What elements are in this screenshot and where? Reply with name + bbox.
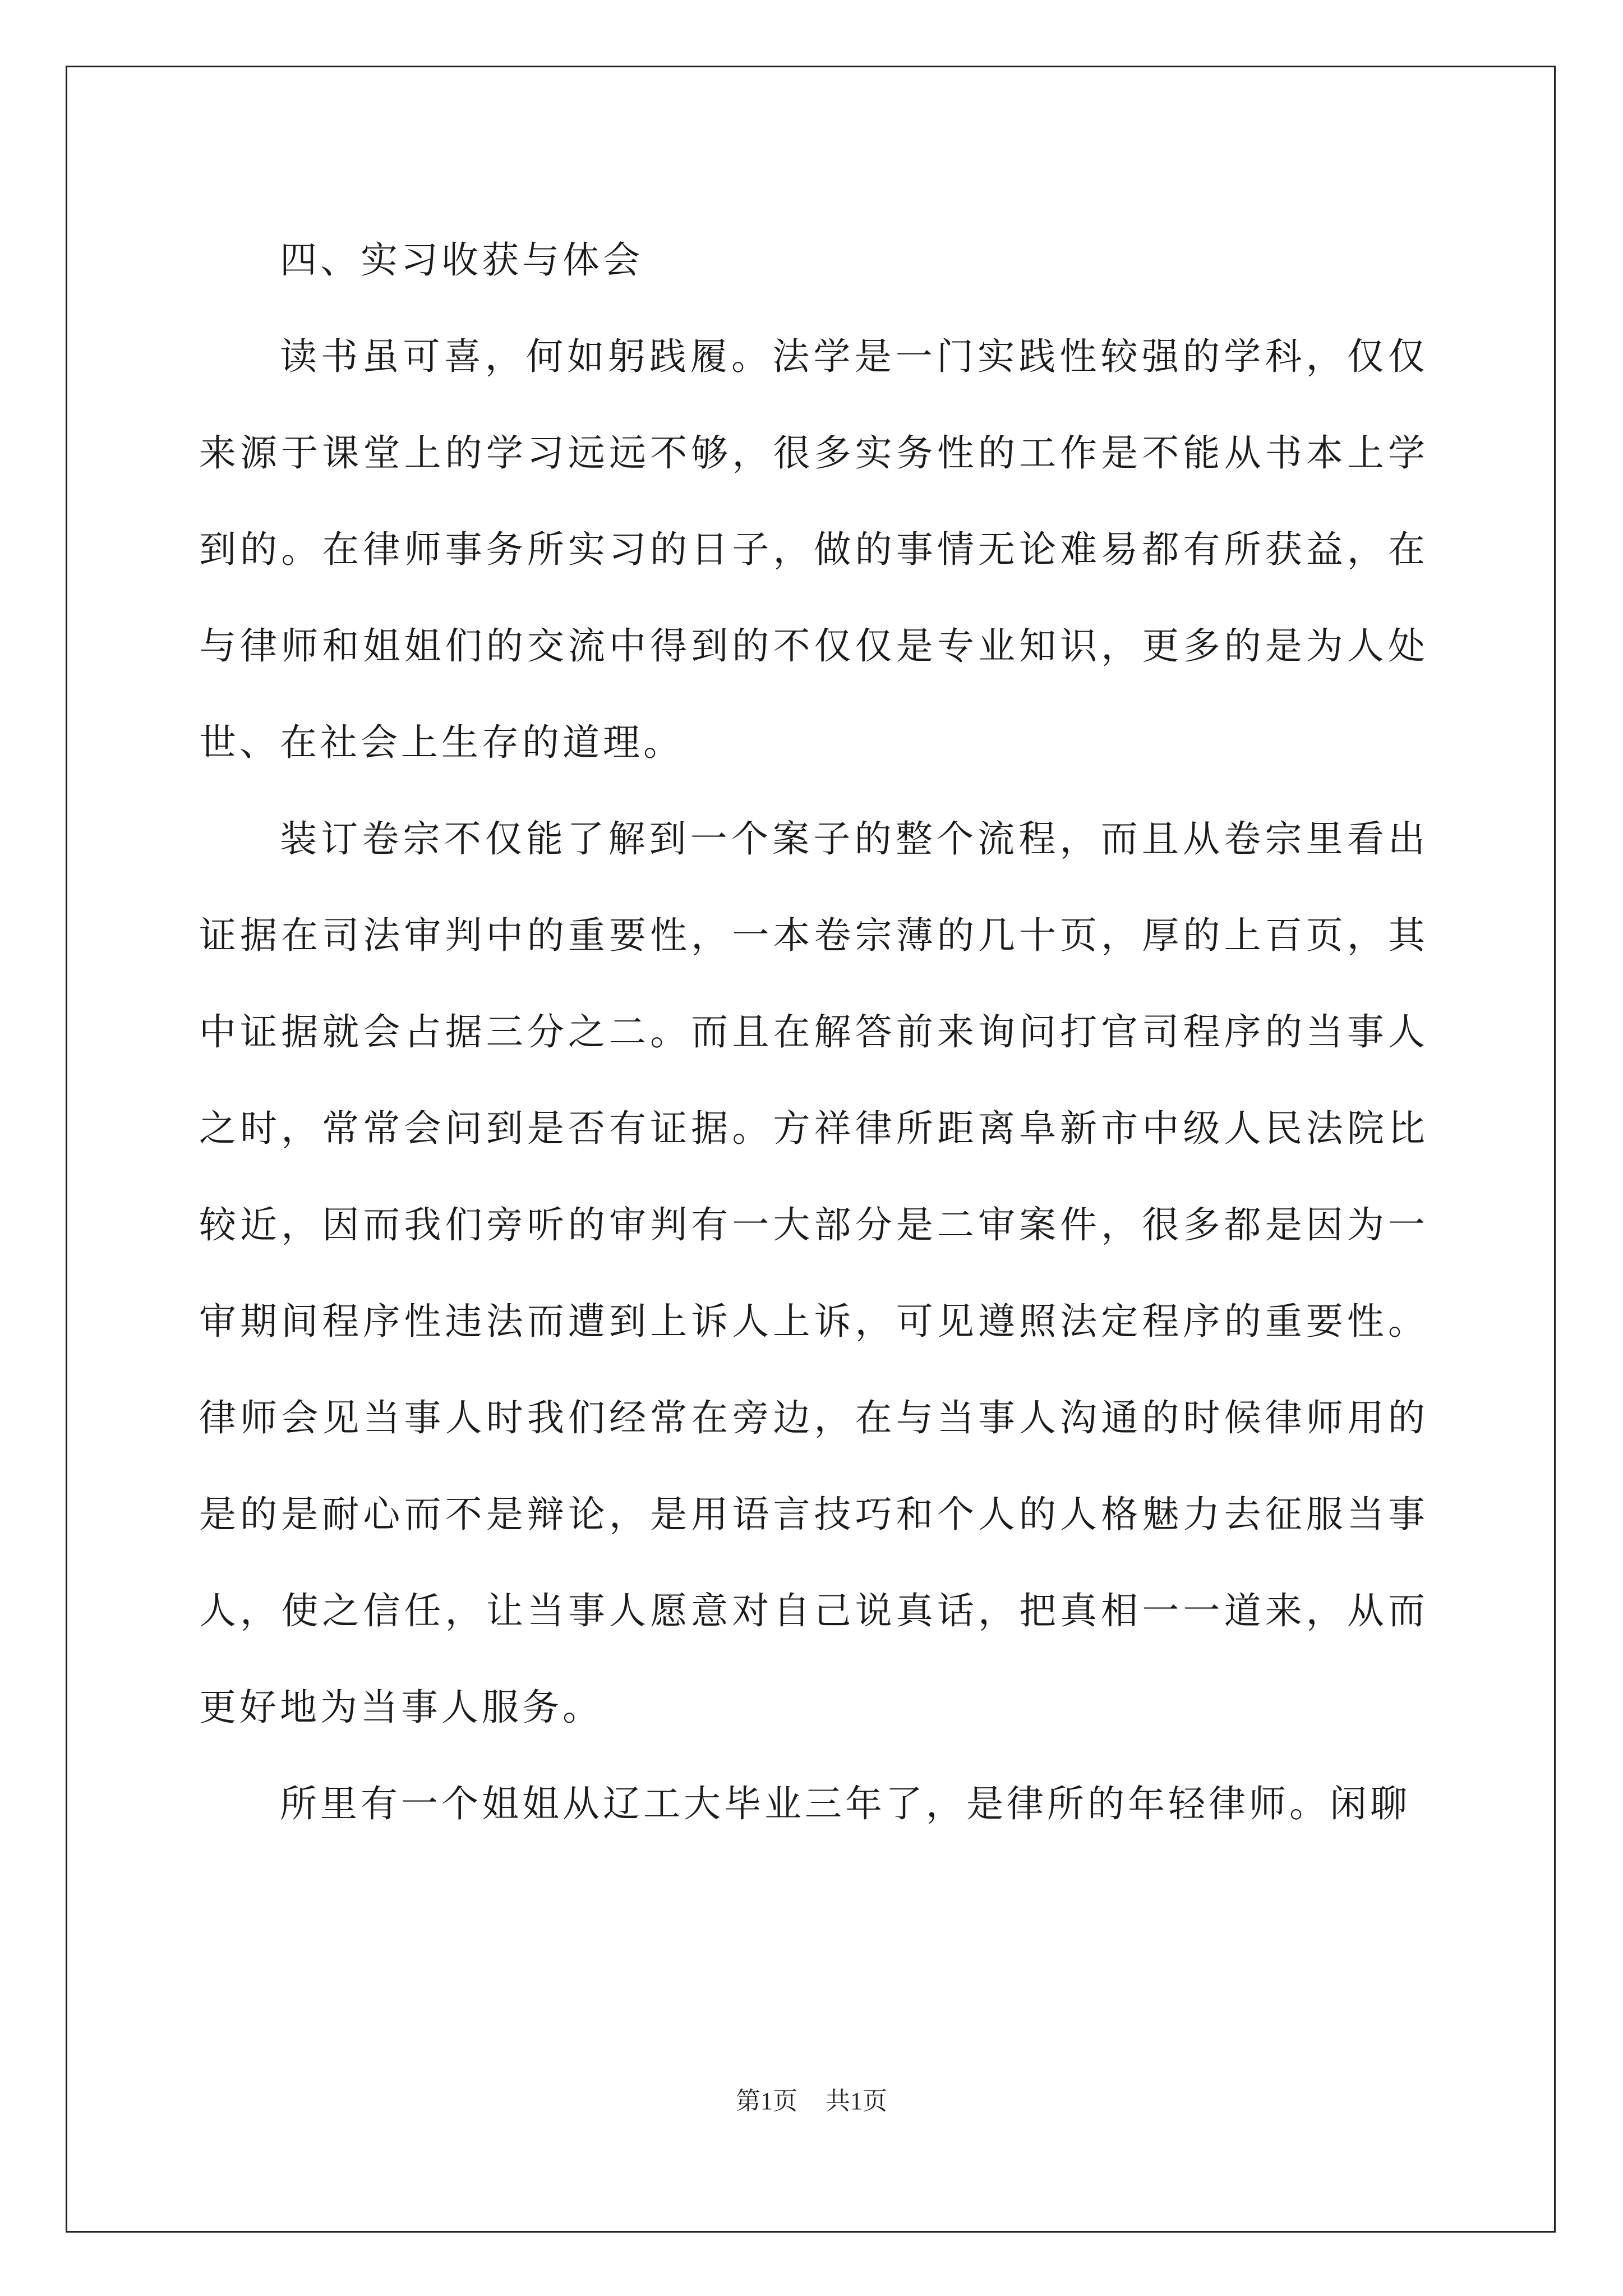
paragraph-1: 读书虽可喜，何如躬践履。法学是一门实践性较强的学科，仅仅来源于课堂上的学习远远不够，很多实务性的工作是不能从书本上学到的。在律师事务所实习的日子，做的事情无论难易都有所获益，在与律师和姐姐们的交流中得到的不仅仅是专业知识，更多的是为人处世、在社会上生存的道理。 xyxy=(199,335,1428,764)
paragraph-2: 装订卷宗不仅能了解到一个案子的整个流程，而且从卷宗里看出证据在司法审判中的重要性，一本卷宗薄的几十页，厚的上百页，其中证据就会占据三分之二。而且在解答前来询问打官司程序的当事人之时，常常会问到是否有证据。方祥律所距离阜新市中级人民法院比较近，因而我们旁听的审判有一大部分是二审案件，很多都是因为一审期间程序性违法而遭到上诉人上诉，可见遵照法定程序的重要性。律师会见当事人时我们经常在旁边，在与当事人沟通的时候律师用的是的是耐心而不是辩论，是用语言技巧和个人的人格魅力去征服当事人，使之信任，让当事人愿意对自己说真话，把真相一一道来，从而更好地为当事人服务。 xyxy=(199,817,1428,1729)
section-heading: 四、实习收获与体会 xyxy=(280,238,643,282)
page-total: 共1页 xyxy=(826,2087,887,2115)
page-number: 第1页 xyxy=(736,2087,797,2115)
document-body xyxy=(199,212,1428,1852)
paragraph-3: 所里有一个姐姐从辽工大毕业三年了，是律所的年轻律师。闲聊 xyxy=(280,1782,1410,1825)
page-footer xyxy=(0,2085,1623,2118)
